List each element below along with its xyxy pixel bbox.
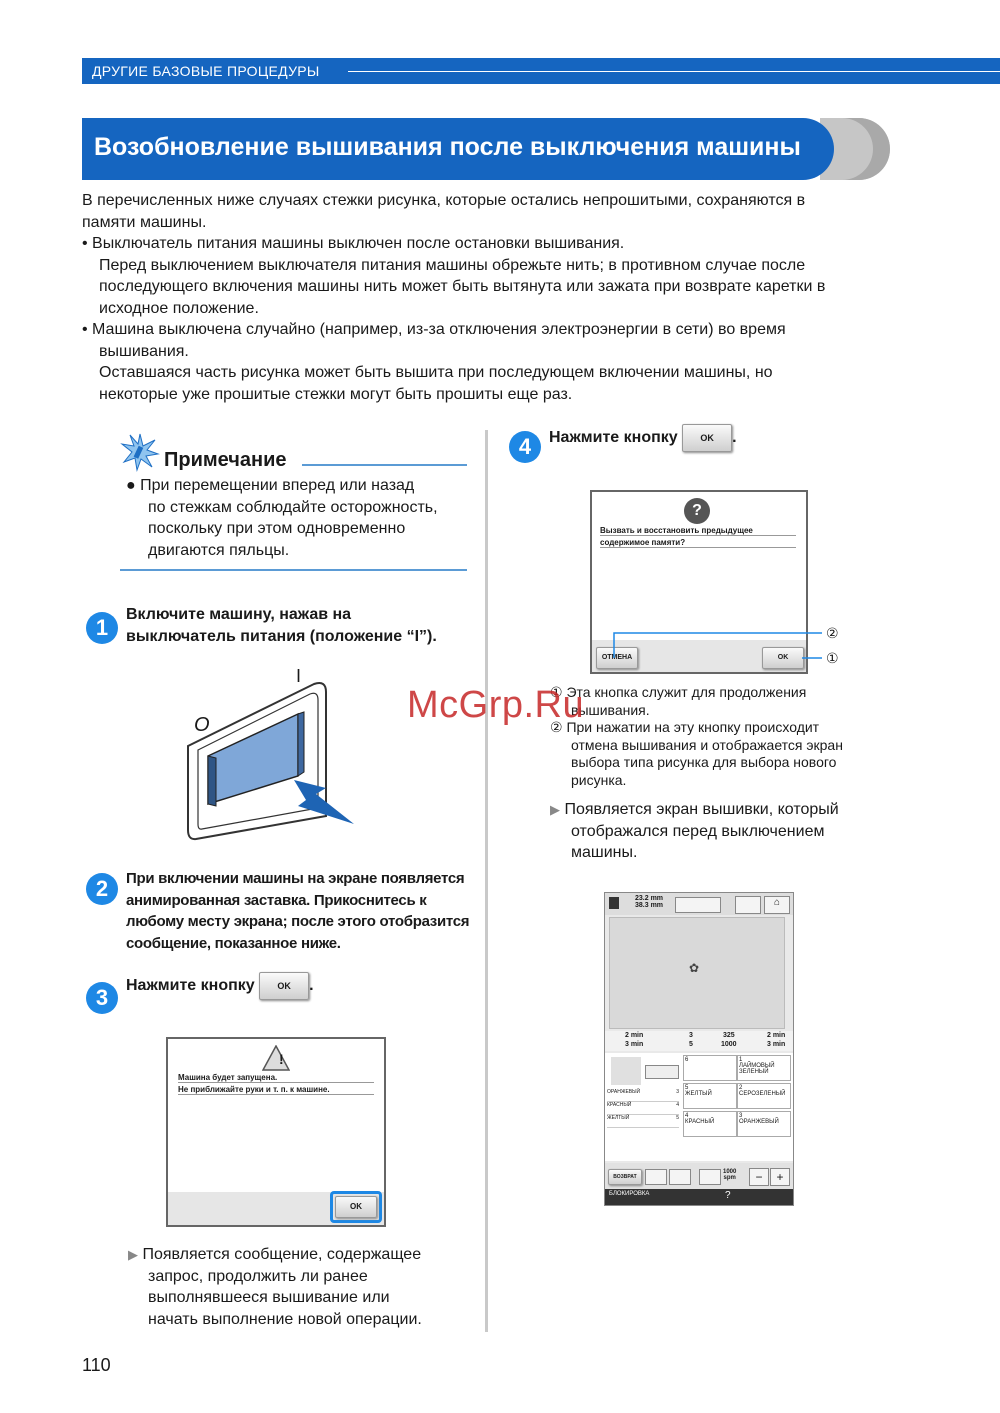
ok-button[interactable]: OK xyxy=(259,972,309,1000)
left-color-row: ЖЕЛТЫЙ 5 xyxy=(607,1115,679,1128)
callout-marker: ② xyxy=(826,625,839,641)
intro-text xyxy=(82,190,912,405)
left-color-row: ОРАНЖЕВЫЙ 3 xyxy=(607,1089,679,1102)
step-line: любому месту экрана; после этого отобразится xyxy=(126,913,470,930)
color-count: 3 xyxy=(689,1032,693,1039)
speed-plus-button[interactable]: + xyxy=(770,1168,790,1186)
page-number: 110 xyxy=(82,1355,111,1375)
result-line: машины. xyxy=(571,844,638,861)
step-line: анимированная заставка. Прикоснитесь к xyxy=(126,891,427,909)
note-title-rule xyxy=(302,464,467,466)
power-switch-illustration xyxy=(186,676,366,841)
step-number: 4 xyxy=(509,431,541,463)
width-value: 23.2 mm xyxy=(635,895,664,902)
result-line xyxy=(128,1244,422,1266)
bullet-text: Перед выключением выключателя питания машины обрежьте нить; в противном случае после xyxy=(99,256,806,274)
callout-line: отмена вышивания и отображается экран xyxy=(571,736,843,753)
left-color-list xyxy=(607,1089,679,1128)
bullet-text: некоторые уже прошитые стежки могут быть прошиты еще раз. xyxy=(99,385,573,403)
ok-button[interactable]: OK xyxy=(762,647,804,669)
intro-line: В перечисленных ниже случаях стежки рисунка, которые остались непрошитыми, сохраняются в xyxy=(82,192,806,209)
callout-descriptions xyxy=(550,684,843,789)
bullet-text: последующего включения машины нить может быть вытянута или зажата при возврате каретки в xyxy=(99,278,826,295)
step-line: Включите машину, нажав на xyxy=(126,606,352,623)
step-line: сообщение, показанное ниже. xyxy=(126,934,341,952)
help-icon[interactable]: ? xyxy=(725,1190,731,1201)
step-4-text xyxy=(549,424,737,452)
step-dot: . xyxy=(732,429,737,447)
color-cell[interactable]: 2 СЕРОЗЕЛЕНЫЙ xyxy=(737,1083,791,1109)
step-dot: . xyxy=(309,977,314,995)
start-warning-screen xyxy=(166,1037,386,1227)
watermark: McGrp.Ru xyxy=(407,684,585,726)
color-cell[interactable]: 5 ЖЕЛТЫЙ xyxy=(683,1083,737,1109)
color-cell[interactable]: 4 КРАСНЫЙ xyxy=(683,1111,737,1137)
note-line: ● При перемещении вперед или назад xyxy=(126,477,415,494)
result-line xyxy=(550,799,839,821)
time-value: 2 min xyxy=(767,1032,786,1039)
step-number: 2 xyxy=(86,873,118,905)
warning-text: Не приближайте руки и т. п. к машине. xyxy=(178,1085,374,1095)
note-title: Примечание xyxy=(164,449,287,471)
note-line: по стежкам соблюдайте осторожность, xyxy=(148,498,438,516)
time-value: 3 min xyxy=(767,1041,786,1048)
memory-button[interactable] xyxy=(735,896,761,914)
result-line: запрос, продолжить ли ранее xyxy=(148,1267,368,1285)
size-icon xyxy=(609,897,619,909)
back-button[interactable]: ВОЗВРАТ xyxy=(608,1169,642,1185)
step-1-text xyxy=(126,604,437,647)
note-bottom-rule xyxy=(120,569,467,571)
callout-line: рисунка. xyxy=(571,771,627,788)
time-value: 2 min xyxy=(625,1032,644,1039)
arrow-right-icon: ▶ xyxy=(550,802,560,817)
bullet-text: вышивания. xyxy=(99,342,189,360)
size-readout xyxy=(635,895,663,909)
progress-bar xyxy=(605,1031,793,1051)
step-line: Нажмите кнопку xyxy=(126,977,255,995)
column-divider xyxy=(485,430,488,1332)
color-cell[interactable]: 3 ОРАНЖЕВЫЙ xyxy=(737,1111,791,1137)
step-number: 3 xyxy=(86,982,118,1014)
note-icon xyxy=(120,432,160,472)
step-number: 1 xyxy=(86,612,118,644)
embroidery-screen xyxy=(604,892,794,1206)
stitch-count: 1000 xyxy=(721,1041,737,1048)
callout-lines xyxy=(612,628,822,668)
step-line: При включении машины на экране появляется xyxy=(126,870,465,887)
intro-line: памяти машины. xyxy=(82,213,207,231)
header-rule xyxy=(348,71,1000,72)
callout-line: ① Эта кнопка служит для продолжения xyxy=(550,684,807,700)
bullet-item: • Машина выключена случайно (например, из-за отключения электроэнергии в сети) во время xyxy=(82,321,786,338)
prompt-text: Вызвать и восстановить предыдущее xyxy=(600,526,796,536)
step-4-result xyxy=(550,799,839,864)
switch-on-label: I xyxy=(296,666,302,686)
warning-text: Машина будет запущена. xyxy=(178,1073,374,1083)
result-text: Появляется экран вышивки, который xyxy=(564,801,839,818)
speed-unit: spm xyxy=(723,1175,736,1181)
cancel-button[interactable]: ОТМЕНА xyxy=(596,647,638,669)
warning-icon xyxy=(262,1045,290,1071)
question-icon: ? xyxy=(684,498,710,524)
stitch-count: 325 xyxy=(723,1032,735,1039)
callout-line: вышивания. xyxy=(571,701,650,718)
left-color-row: КРАСНЫЙ 4 xyxy=(607,1102,679,1115)
bullet-text: Оставшаяся часть рисунка может быть вышита при последующем включении машины, но xyxy=(99,364,773,381)
color-cell[interactable]: 1 ЛАЙМОВЫЙ ЗЕЛЕНЫЙ xyxy=(737,1055,791,1081)
step-3-result xyxy=(128,1244,422,1330)
result-line: начать выполнение новой операции. xyxy=(148,1310,422,1328)
section-header: ДРУГИЕ БАЗОВЫЕ ПРОЦЕДУРЫ xyxy=(92,63,328,79)
note-body xyxy=(126,475,466,561)
speed-minus-button[interactable]: − xyxy=(749,1168,769,1186)
result-line: выполнявшееся вышивание или xyxy=(148,1289,390,1306)
lock-label[interactable]: БЛОКИРОВКА xyxy=(609,1191,650,1197)
switch-off-label: O xyxy=(194,714,210,736)
bullet-item: • Выключатель питания машины выключен после остановки вышивания. xyxy=(82,235,625,252)
prompt-text: содержимое памяти? xyxy=(600,538,796,548)
warning-mark: ! xyxy=(279,1051,284,1067)
step-2-text xyxy=(126,868,469,954)
toggle-button[interactable] xyxy=(645,1065,679,1079)
step-line: Нажмите кнопку xyxy=(549,429,678,447)
color-count: 5 xyxy=(689,1041,693,1048)
note-line: поскольку при этом одновременно xyxy=(148,520,406,537)
arrow-right-icon: ▶ xyxy=(128,1247,138,1262)
thread-icon xyxy=(611,1057,641,1085)
callout-line: ② При нажатии на эту кнопку происходит xyxy=(550,719,820,735)
note-line: двигаются пяльцы. xyxy=(148,541,290,559)
result-text: Появляется сообщение, содержащее xyxy=(142,1246,422,1263)
design-icon: ✿ xyxy=(689,961,700,975)
step-line: выключатель питания (положение “I”). xyxy=(126,627,437,645)
speed-value: 1000 xyxy=(723,1169,737,1175)
color-cell[interactable]: 6 xyxy=(683,1055,737,1081)
height-value: 38.3 mm xyxy=(635,902,664,909)
time-value: 3 min xyxy=(625,1041,644,1048)
result-line: отображался перед выключением xyxy=(571,822,825,840)
speed-readout xyxy=(723,1169,736,1181)
callout-marker: ① xyxy=(826,650,839,666)
ok-button[interactable]: OK xyxy=(335,1196,377,1218)
step-3-text xyxy=(126,972,314,1000)
trim-button[interactable] xyxy=(669,1169,691,1185)
position-buttons[interactable] xyxy=(675,897,721,913)
page-title: Возобновление вышивания после выключения машины xyxy=(94,133,801,161)
ok-button[interactable]: OK xyxy=(682,424,732,452)
home-icon[interactable]: ⌂ xyxy=(764,896,790,914)
color-grid xyxy=(683,1055,791,1137)
frame-move-button[interactable] xyxy=(645,1169,667,1185)
bullet-text: исходное положение. xyxy=(99,299,259,317)
tension-button[interactable] xyxy=(699,1169,721,1185)
callout-line: выбора типа рисунка для выбора нового xyxy=(571,754,837,770)
